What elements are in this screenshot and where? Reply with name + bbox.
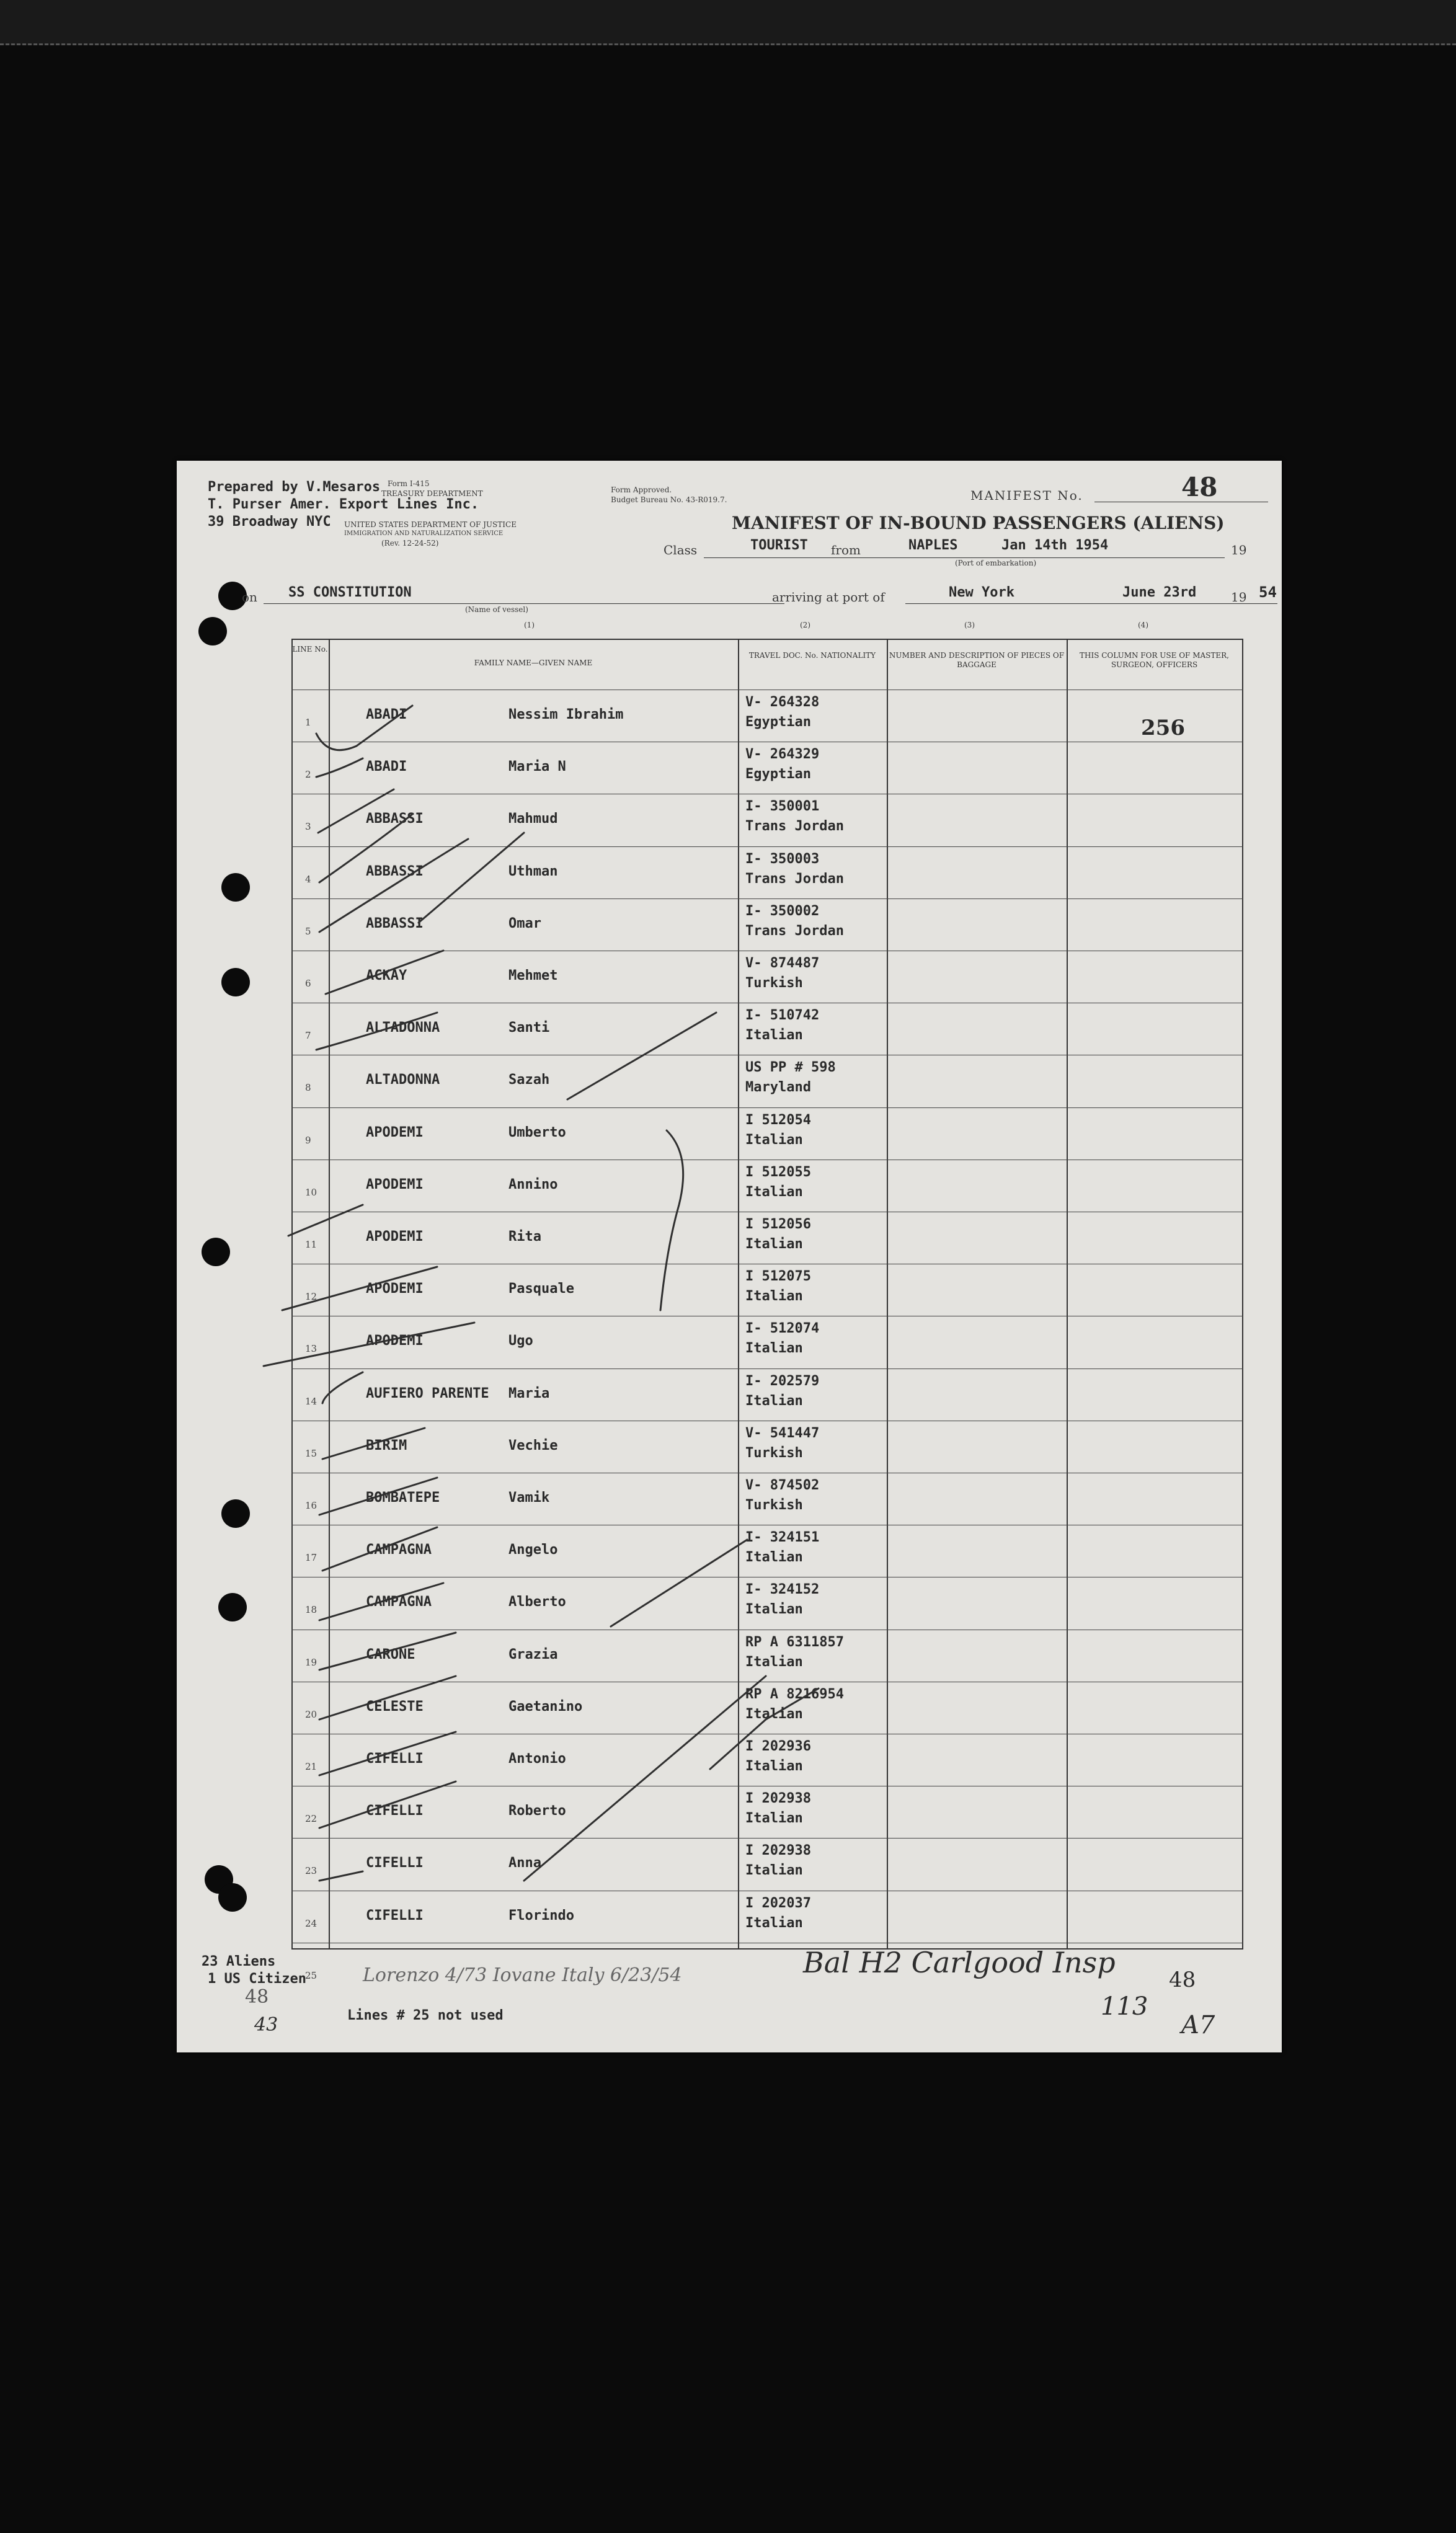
line-number: 20 [305,1708,317,1720]
line-number: 25 [305,1969,317,1981]
nationality: Egyptian [745,714,811,730]
family-name: BIRIM [366,1437,407,1453]
nationality: Italian [745,1289,803,1305]
nationality: Italian [745,1863,803,1879]
travel-doc-number: I- 350001 [745,799,820,815]
nationality: Italian [745,1915,803,1931]
on-label: on [242,590,257,605]
arrival-date: June 23rd [1122,585,1197,600]
lines-not-used: Lines # 25 not used [347,2008,504,2023]
col-header-name: FAMILY NAME—GIVEN NAME [474,659,593,667]
given-name: Annino [508,1176,558,1192]
family-name: APODEMI [366,1229,424,1244]
travel-doc-number: V- 874502 [745,1478,820,1493]
given-name: Santi [508,1020,550,1036]
travel-doc-number: I- 350002 [745,903,820,919]
class-label: Class [664,543,698,557]
travel-doc-number: RP A 8216954 [745,1686,844,1702]
nationality: Italian [745,1184,803,1200]
manifest-page [177,461,1282,2052]
port-embark-caption: (Port of embarkation) [955,559,1037,567]
handwritten-check-marks [177,461,1282,2052]
ins-label: IMMIGRATION AND NATURALIZATION SERVICE [344,530,504,537]
line-number: 24 [305,1917,317,1929]
nationality: Italian [745,1550,803,1566]
given-name: Antonio [508,1751,566,1767]
total-stamp: 48 [245,1986,269,2008]
given-name: Ugo [508,1333,533,1349]
form-number: Form I-415 [388,479,430,488]
given-name: Vamik [508,1490,550,1506]
page-number: 43 [254,2014,278,2036]
family-name: BOMBATEPE [366,1490,440,1506]
manifest-no-label: MANIFEST No. [970,488,1083,503]
nationality: Italian [745,1811,803,1827]
given-name: Florindo [508,1907,574,1923]
vessel-caption: (Name of vessel) [465,605,528,614]
travel-doc-number: I- 324151 [745,1530,820,1546]
family-name: CIFELLI [366,1751,424,1767]
nationality: Italian [745,1236,803,1252]
line-number: 13 [305,1343,317,1355]
line-number: 21 [305,1761,317,1772]
travel-doc-number: US PP # 598 [745,1060,836,1076]
given-name: Vechie [508,1437,558,1453]
travel-doc-number: I- 350003 [745,851,820,867]
arriving-label: arriving at port of [772,590,885,605]
col-header-line-no: LINE No. [292,645,328,654]
nationality: Italian [745,1393,803,1409]
family-name: CELESTE [366,1698,424,1715]
citizen-count: 1 US Citizen [208,1971,306,1987]
officer-note: 256 [1141,716,1185,740]
vessel-name: SS CONSTITUTION [288,585,412,600]
given-name: Mahmud [508,811,558,827]
code-number-2: A7 [1181,2011,1215,2039]
line-number: 7 [305,1030,311,1042]
family-name: CAMPAGNA [366,1594,432,1610]
nationality: Italian [745,1602,803,1618]
travel-doc-number: V- 264328 [745,694,820,710]
from-label: from [831,543,861,557]
line-number: 4 [305,873,311,885]
line-number: 16 [305,1500,317,1511]
col-header-officers: THIS COLUMN FOR USE OF MASTER, SURGEON, OFFICERS [1080,651,1229,669]
family-name: ABBASSI [366,811,424,827]
nationality: Turkish [745,1497,803,1513]
nationality: Italian [745,1027,803,1044]
family-name: CIFELLI [366,1855,424,1871]
family-name: ABADI [366,707,407,722]
travel-doc-number: I 202936 [745,1739,811,1754]
travel-doc-number: I 202037 [745,1895,811,1911]
line-number: 6 [305,978,311,989]
line-number: 22 [305,1813,317,1825]
signature-right: Bal H2 Carlgood Insp [803,1946,1116,1979]
line-number: 1 [305,717,311,728]
given-name: Angelo [508,1542,558,1558]
given-name: Grazia [508,1646,558,1662]
line-number: 19 [305,1656,317,1668]
line-number: 11 [305,1239,317,1250]
arrival-year-prefix: 19 [1231,590,1247,605]
port-arrival: New York [949,585,1014,600]
nationality: Turkish [745,975,803,991]
line-number: 5 [305,925,311,937]
family-name: ACKAY [366,968,407,983]
travel-doc-number: I 512075 [745,1269,811,1285]
travel-doc-number: I- 202579 [745,1373,820,1389]
purser-line: T. Purser Amer. Export Lines Inc. [208,497,479,512]
travel-doc-number: I 202938 [745,1791,811,1807]
line-number: 12 [305,1291,317,1303]
given-name: Roberto [508,1803,566,1819]
nationality: Turkish [745,1445,803,1461]
class-value: TOURIST [750,538,808,553]
family-name: APODEMI [366,1124,424,1140]
nationality: Italian [745,1759,803,1774]
form-approved: Form Approved. [611,486,672,494]
line-number: 14 [305,1395,317,1407]
stamp-number: 48 [1169,1967,1196,1992]
nationality: Italian [745,1706,803,1722]
manifest-title: MANIFEST OF IN-BOUND PASSENGERS (ALIENS) [732,513,1225,533]
given-name: Alberto [508,1594,566,1610]
travel-doc-number: I 512055 [745,1164,811,1180]
nationality: Egyptian [745,766,811,783]
arrival-year: 54 [1259,583,1277,601]
family-name: APODEMI [366,1281,424,1297]
travel-doc-number: V- 874487 [745,956,820,971]
manifest-no: 48 [1181,472,1218,502]
family-name: ABBASSI [366,863,424,879]
rev-label: (Rev. 12-24-52) [381,539,439,548]
line-number: 2 [305,769,311,781]
family-name: ALTADONNA [366,1020,440,1036]
family-name: APODEMI [366,1176,424,1192]
col-header-baggage: NUMBER AND DESCRIPTION OF PIECES OF BAGGAGE [889,651,1065,669]
travel-doc-number: I 202938 [745,1843,811,1859]
travel-doc-number: I- 324152 [745,1582,820,1598]
embark-year-prefix: 19 [1231,543,1247,557]
from-value: NAPLES [908,538,958,553]
line-number: 9 [305,1134,311,1146]
family-name: ABBASSI [366,915,424,931]
given-name: Rita [508,1229,541,1244]
family-name: ABADI [366,759,407,775]
travel-doc-number: V- 541447 [745,1425,820,1441]
given-name: Sazah [508,1072,550,1088]
travel-doc-number: I- 512074 [745,1321,820,1337]
travel-doc-number: I 512054 [745,1112,811,1128]
address-line: 39 Broadway NYC [208,514,331,530]
col-num-2: (2) [800,621,810,629]
family-name: CARONE [366,1646,415,1662]
dept-justice-label: UNITED STATES DEPARTMENT OF JUSTICE [344,520,517,529]
given-name: Maria [508,1385,550,1401]
line-number: 15 [305,1447,317,1459]
line-number: 23 [305,1865,317,1877]
line-number: 10 [305,1186,317,1198]
col-header-travel-doc: TRAVEL DOC. No. NATIONALITY [748,651,876,660]
travel-doc-number: V- 264329 [745,747,820,763]
given-name: Pasquale [508,1281,574,1297]
film-strip-top [0,0,1456,45]
family-name: ALTADONNA [366,1072,440,1088]
nationality: Trans Jordan [745,818,844,835]
family-name: CIFELLI [366,1907,424,1923]
prepared-by: Prepared by V.Mesaros [208,479,381,495]
given-name: Nessim Ibrahim [508,707,624,722]
given-name: Maria N [508,759,566,775]
line-number: 18 [305,1604,317,1616]
nationality: Italian [745,1341,803,1357]
nationality: Maryland [745,1080,811,1096]
line-number: 3 [305,821,311,833]
aliens-count: 23 Aliens [202,1954,276,1969]
col-num-4: (4) [1138,621,1148,629]
signature-left: Lorenzo 4/73 Iovane Italy 6/23/54 [363,1964,682,1986]
given-name: Anna [508,1855,541,1871]
nationality: Italian [745,1132,803,1148]
col-num-3: (3) [964,621,975,629]
given-name: Gaetanino [508,1698,583,1715]
nationality: Trans Jordan [745,923,844,939]
nationality: Trans Jordan [745,871,844,887]
budget-bureau: Budget Bureau No. 43-R019.7. [611,495,727,504]
line-number: 17 [305,1552,317,1564]
given-name: Omar [508,915,541,931]
treasury-label: TREASURY DEPARTMENT [381,489,483,498]
travel-doc-number: RP A 6311857 [745,1634,844,1650]
given-name: Mehmet [508,968,558,983]
code-number: 113 [1101,1992,1148,2021]
line-number: 8 [305,1082,311,1094]
nationality: Italian [745,1654,803,1670]
family-name: CAMPAGNA [366,1542,432,1558]
embark-date: Jan 14th 1954 [1001,538,1109,553]
given-name: Uthman [508,863,558,879]
given-name: Umberto [508,1124,566,1140]
col-num-1: (1) [524,621,535,629]
travel-doc-number: I 512056 [745,1217,811,1232]
family-name: APODEMI [366,1333,424,1349]
family-name: CIFELLI [366,1803,424,1819]
travel-doc-number: I- 510742 [745,1008,820,1024]
family-name: AUFIERO PARENTE [366,1385,489,1401]
